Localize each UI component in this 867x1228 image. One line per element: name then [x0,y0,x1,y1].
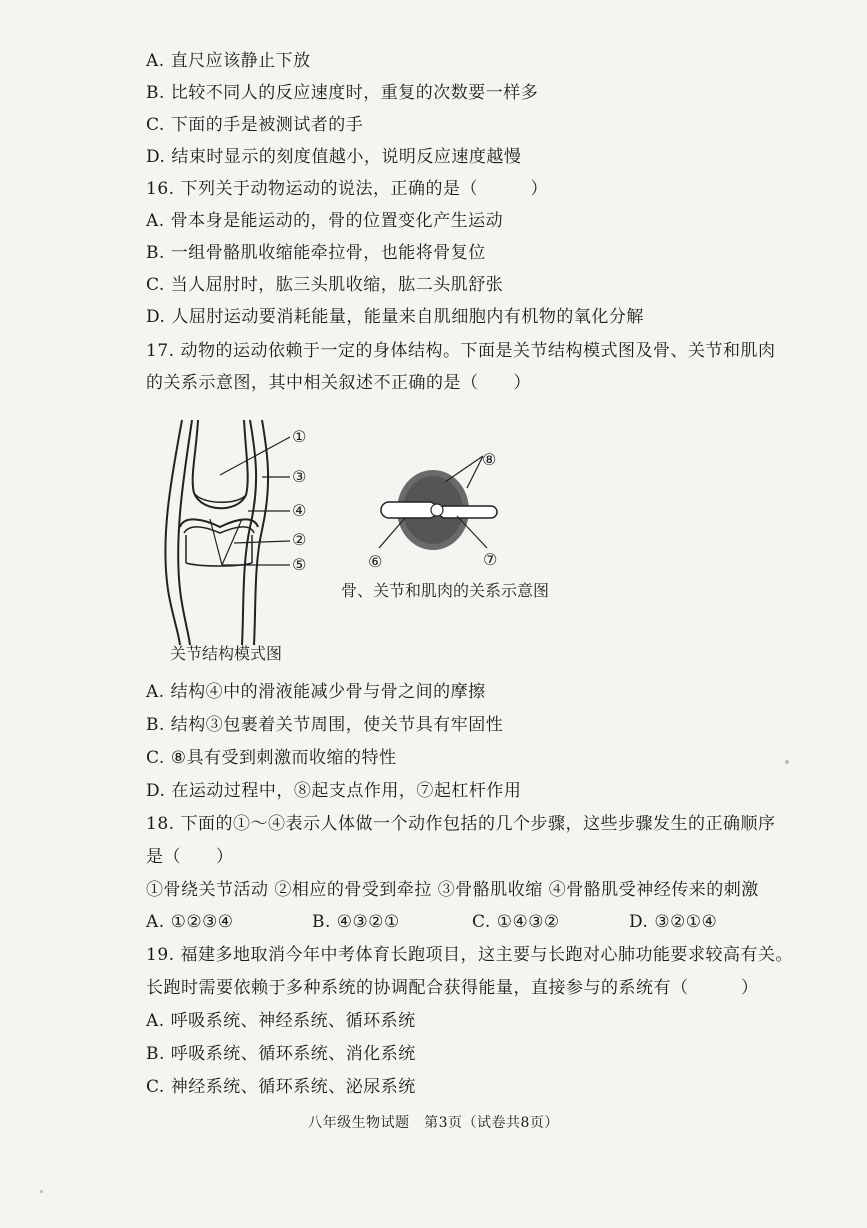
muscle-label-7: ⑦ [483,550,498,569]
q16-option-c: C. 当人屈肘时，肱三头肌收缩，肱二头肌舒张 [146,275,504,295]
q18-options [146,911,717,933]
q15-option-d: D. 结束时显示的刻度值越小，说明反应速度越慢 [146,147,522,167]
q18-stem-line2: 是（ ） [146,847,234,867]
page-footer: 八年级生物试题 第3页（试卷共8页） [308,1115,559,1131]
joint-label-4: ④ [292,501,307,520]
q19-option-b: B. 呼吸系统、循环系统、消化系统 [146,1044,416,1064]
joint-label-5: ⑤ [292,555,307,574]
q15-option-c: C. 下面的手是被测试者的手 [146,115,364,135]
q16-option-a: A. 骨本身是能运动的，骨的位置变化产生运动 [146,211,504,231]
q18-stem-line1: 18. 下面的①～④表示人体做一个动作包括的几个步骤，这些步骤发生的正确顺序 [146,814,776,834]
q18-option-c: C. ①④③② [472,912,560,932]
muscle-diagram-caption: 骨、关节和肌肉的关系示意图 [341,581,550,600]
joint-diagram-caption: 关节结构模式图 [170,644,283,663]
q19-stem-line1: 19. 福建多地取消今年中考体育长跑项目，这主要与长跑对心肺功能要求较高有关。 [146,945,793,965]
joint-label-2: ② [292,530,307,549]
muscle-label-6: ⑥ [368,552,383,571]
joint-label-3: ③ [292,467,307,486]
q16-option-d: D. 人屈肘运动要消耗能量，能量来自肌细胞内有机物的氧化分解 [146,307,644,327]
q18-option-d: D. ③②①④ [629,912,718,932]
q18-option-a: A. ①②③④ [146,912,234,932]
q16-option-b: B. 一组骨骼肌收缩能牵拉骨，也能将骨复位 [146,243,486,263]
scan-speck [785,760,789,764]
q19-option-c: C. 神经系统、循环系统、泌尿系统 [146,1077,416,1097]
q18-option-b: B. ④③②① [312,912,400,932]
q15-option-a: A. 直尺应该静止下放 [146,51,311,71]
q17-option-c: C. ⑧具有受到刺激而收缩的特性 [146,748,397,768]
q16-stem: 16. 下列关于动物运动的说法，正确的是（ ） [146,179,548,199]
q15-option-b: B. 比较不同人的反应速度时，重复的次数要一样多 [146,83,539,103]
q17-option-d: D. 在运动过程中，⑧起支点作用，⑦起杠杆作用 [146,781,522,801]
q18-steps: ①骨绕关节活动 ②相应的骨受到牵拉 ③骨骼肌收缩 ④骨骼肌受神经传来的刺激 [146,880,759,900]
q17-option-a: A. 结构④中的滑液能减少骨与骨之间的摩擦 [146,682,486,702]
joint-label-1: ① [292,427,307,446]
q19-option-a: A. 呼吸系统、神经系统、循环系统 [146,1011,416,1031]
q17-stem-line1: 17. 动物的运动依赖于一定的身体结构。下面是关节结构模式图及骨、关节和肌肉 [146,341,776,361]
q19-stem-line2: 长跑时需要依赖于多种系统的协调配合获得能量，直接参与的系统有（ ） [146,978,759,998]
muscle-label-8: ⑧ [482,450,497,469]
scan-speck [40,1190,43,1193]
q17-option-b: B. 结构③包裹着关节周围，使关节具有牢固性 [146,715,504,735]
q17-stem-line2: 的关系示意图，其中相关叙述不正确的是（ ） [146,373,531,393]
